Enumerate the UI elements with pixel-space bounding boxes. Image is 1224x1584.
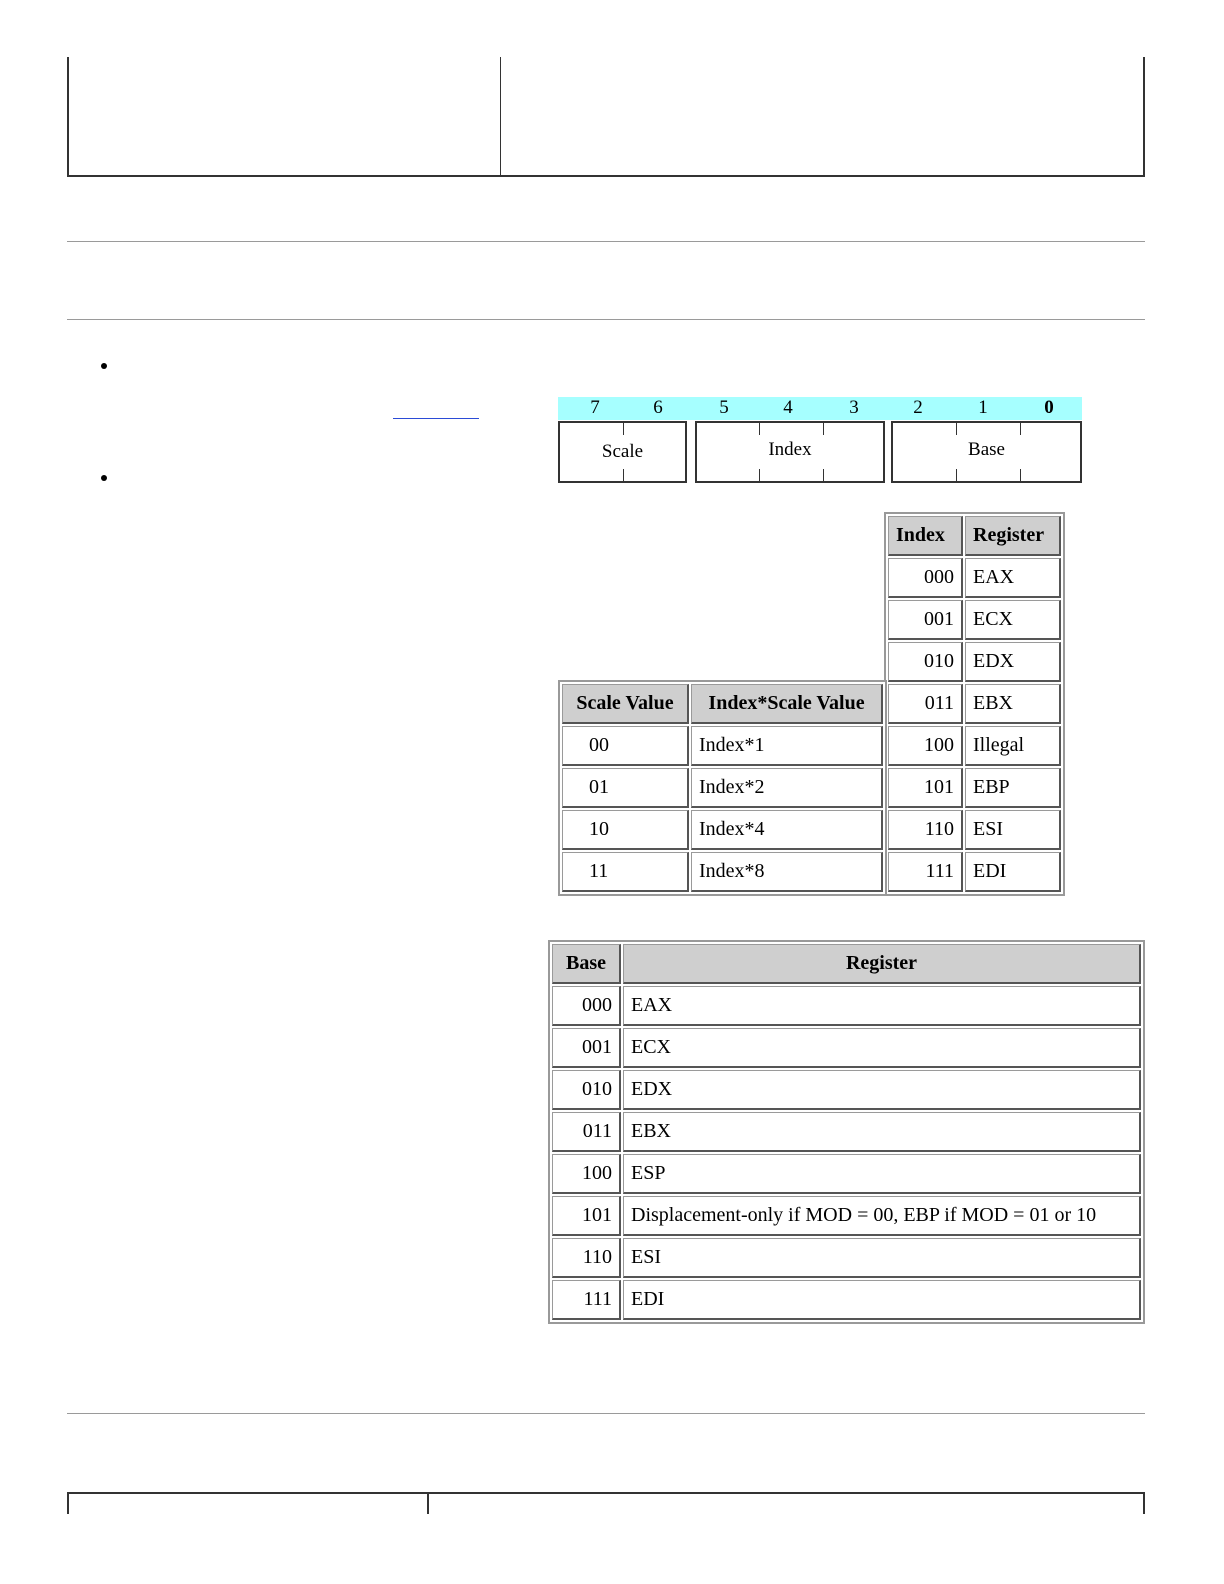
table-row <box>888 558 1061 598</box>
bit-tick <box>823 469 824 481</box>
register-value: EAX <box>623 986 1141 1026</box>
index-value: 100 <box>888 726 963 766</box>
register-value: Displacement-only if MOD = 00, EBP if MOD = 01 or 10 <box>623 1196 1141 1236</box>
bit-number: 5 <box>719 397 729 418</box>
bit-number: 0 <box>1044 397 1054 418</box>
base-value: 011 <box>552 1112 621 1152</box>
index-value: 111 <box>888 852 963 892</box>
table-row <box>888 726 1061 766</box>
base-value: 111 <box>552 1280 621 1320</box>
index-value: 000 <box>888 558 963 598</box>
register-value: ECX <box>623 1028 1141 1068</box>
register-value: ESI <box>965 810 1061 850</box>
base-value: 101 <box>552 1196 621 1236</box>
base-value: 001 <box>552 1028 621 1068</box>
register-value: EBX <box>623 1112 1141 1152</box>
scale-field <box>558 421 687 483</box>
index-scale-value: Index*4 <box>691 810 883 850</box>
table-row <box>552 1112 1141 1152</box>
index-scale-value: Index*8 <box>691 852 883 892</box>
bit-number-row <box>558 397 1082 420</box>
register-value: EAX <box>965 558 1061 598</box>
table-row <box>552 1238 1141 1278</box>
scale-value: 01 <box>562 768 689 808</box>
column-header-register: Register <box>965 516 1061 556</box>
bit-tick <box>759 469 760 481</box>
index-scale-value: Index*2 <box>691 768 883 808</box>
scale-value-table <box>558 680 887 896</box>
bit-tick <box>623 423 624 435</box>
table-row <box>888 684 1061 724</box>
table-row <box>552 986 1141 1026</box>
table-row <box>562 726 883 766</box>
base-value: 010 <box>552 1070 621 1110</box>
horizontal-rule <box>67 241 1145 242</box>
base-field <box>891 421 1082 483</box>
horizontal-rule <box>67 319 1145 320</box>
table-row <box>888 852 1061 892</box>
table-row <box>552 1280 1141 1320</box>
bit-number: 4 <box>783 397 793 418</box>
table-row <box>562 768 883 808</box>
scale-value: 00 <box>562 726 689 766</box>
hyperlink[interactable] <box>393 418 479 419</box>
index-scale-value: Index*1 <box>691 726 883 766</box>
bit-number: 6 <box>653 397 663 418</box>
table-row <box>552 1196 1141 1236</box>
table-row <box>562 852 883 892</box>
table-header-row <box>888 516 1061 556</box>
register-value: EDX <box>965 642 1061 682</box>
register-value: EDI <box>623 1280 1141 1320</box>
base-value: 000 <box>552 986 621 1026</box>
bit-tick <box>759 423 760 435</box>
bullet-point <box>101 363 107 369</box>
base-register-table <box>548 940 1145 1324</box>
top-table-divider <box>500 57 501 175</box>
bit-tick <box>956 423 957 435</box>
table-header-row <box>552 944 1141 984</box>
bit-number: 7 <box>590 397 600 418</box>
index-value: 011 <box>888 684 963 724</box>
column-header-index: Index <box>888 516 963 556</box>
base-value: 110 <box>552 1238 621 1278</box>
table-row <box>888 642 1061 682</box>
column-header-register: Register <box>623 944 1141 984</box>
register-value: ECX <box>965 600 1061 640</box>
bit-tick <box>1020 423 1021 435</box>
table-row <box>562 810 883 850</box>
table-row <box>888 810 1061 850</box>
bottom-table-divider <box>427 1494 429 1514</box>
sib-byte-diagram <box>558 397 1082 487</box>
bit-tick <box>623 469 624 481</box>
register-value: EDI <box>965 852 1061 892</box>
register-value: EBX <box>965 684 1061 724</box>
index-value: 101 <box>888 768 963 808</box>
bit-tick <box>1020 469 1021 481</box>
base-value: 100 <box>552 1154 621 1194</box>
bit-tick <box>956 469 957 481</box>
register-value: Illegal <box>965 726 1061 766</box>
bit-number: 2 <box>913 397 923 418</box>
index-field <box>695 421 885 483</box>
index-register-table <box>884 512 1065 896</box>
horizontal-rule <box>67 1413 1145 1414</box>
column-header-base: Base <box>552 944 621 984</box>
bullet-point <box>101 475 107 481</box>
bit-number: 3 <box>849 397 859 418</box>
table-row <box>552 1154 1141 1194</box>
index-value: 110 <box>888 810 963 850</box>
index-field-label: Index <box>768 439 812 460</box>
table-row <box>552 1070 1141 1110</box>
scale-value: 10 <box>562 810 689 850</box>
register-value: EBP <box>965 768 1061 808</box>
table-row <box>888 768 1061 808</box>
index-value: 001 <box>888 600 963 640</box>
bit-tick <box>823 423 824 435</box>
table-header-row <box>562 684 883 724</box>
register-value: ESI <box>623 1238 1141 1278</box>
register-value: EDX <box>623 1070 1141 1110</box>
column-header-scale-value: Scale Value <box>562 684 689 724</box>
table-row <box>888 600 1061 640</box>
index-value: 010 <box>888 642 963 682</box>
base-field-label: Base <box>968 439 1005 460</box>
table-row <box>552 1028 1141 1068</box>
bottom-table-frame <box>67 1492 1145 1514</box>
scale-value: 11 <box>562 852 689 892</box>
column-header-index-scale-value: Index*Scale Value <box>691 684 883 724</box>
bit-number: 1 <box>978 397 988 418</box>
scale-field-label: Scale <box>601 441 644 462</box>
top-table-frame <box>67 57 1145 177</box>
register-value: ESP <box>623 1154 1141 1194</box>
